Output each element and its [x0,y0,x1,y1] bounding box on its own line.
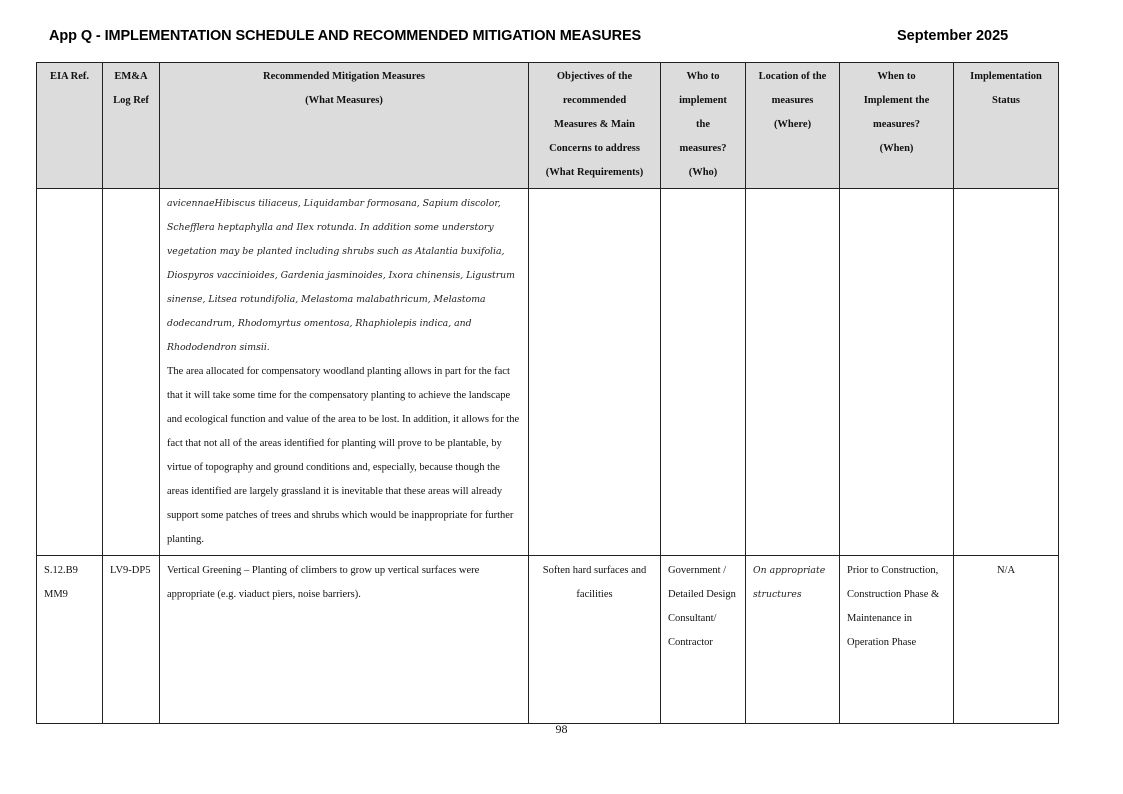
document-title: App Q - IMPLEMENTATION SCHEDULE AND RECOMMENDED MITIGATION MEASURES [49,28,642,44]
cell-where [746,189,840,556]
table-header-row [37,63,1059,189]
cell-when [840,189,954,556]
col-header-measures: Recommended Mitigation Measures (What Measures) [160,63,529,189]
cell-objectives: Soften hard surfaces and facilities [529,556,661,724]
col-header-when: When to Implement the measures? (When) [840,63,954,189]
table-row [37,189,1059,556]
cell-log-ref: LV9-DP5 [103,556,160,724]
page-number: 98 [555,722,568,736]
col-header-who: Who to implement the measures? (Who) [661,63,746,189]
cell-status: N/A [954,556,1059,724]
col-header-objectives: Objectives of the recommended Measures & Main Concerns to address (What Requirements) [529,63,661,189]
document-date: September 2025 [897,28,1009,44]
col-header-where: Location of the measures (Where) [746,63,840,189]
col-header-status: Implementation Status [954,63,1059,189]
cell-log-ref [103,189,160,556]
measure-description: The area allocated for compensatory woodland planting allows in part for the fact that it will take some time for the compensatory planting to achieve the landscape and ecological function and value of the area to be lost. In addition, it allows for the fact that not all of the areas identified for planting will prove to be plantable, by virtue of topography and ground conditions and, especially, because though the areas identified are largely grassland it is inevitable that these areas will already support some patches of trees and shrubs which would be inappropriate for further planting. [167,366,520,545]
cell-objectives [529,189,661,556]
cell-measures: Vertical Greening – Planting of climbers to grow up vertical surfaces were appropriate (e.g. viaduct piers, noise barriers). [160,556,529,724]
cell-status [954,189,1059,556]
cell-eia-ref: S.12.B9 MM9 [37,556,103,724]
col-header-eia-ref: EIA Ref. [37,63,103,189]
cell-who [661,189,746,556]
cell-measures [160,189,529,556]
implementation-schedule-table [36,62,1059,724]
cell-when: Prior to Construction, Construction Phase & Maintenance in Operation Phase [840,556,954,724]
cell-eia-ref [37,189,103,556]
species-list-text: avicennaeHibiscus tiliaceus, Liquidambar formosana, Sapium discolor, Schefflera heptaphylla and Ilex rotunda. In addition some understory vegetation may be planted including shrubs such as Atalantia buxifolia, Diospyros vaccinioides, Gardenia jasminoides, Ixora chinensis, Ligustrum sinense, Litsea rotundifolia, Melastoma malabathricum, Melastoma dodecandrum, Rhodomyrtus omentosa, Rhaphiolepis indica, and Rhododendron simsii. [167,198,515,353]
table-row [37,556,1059,724]
col-header-log-ref: EM&A Log Ref [103,63,160,189]
cell-where: On appropriate structures [746,556,840,724]
cell-who: Government / Detailed Design Consultant/ Contractor [661,556,746,724]
